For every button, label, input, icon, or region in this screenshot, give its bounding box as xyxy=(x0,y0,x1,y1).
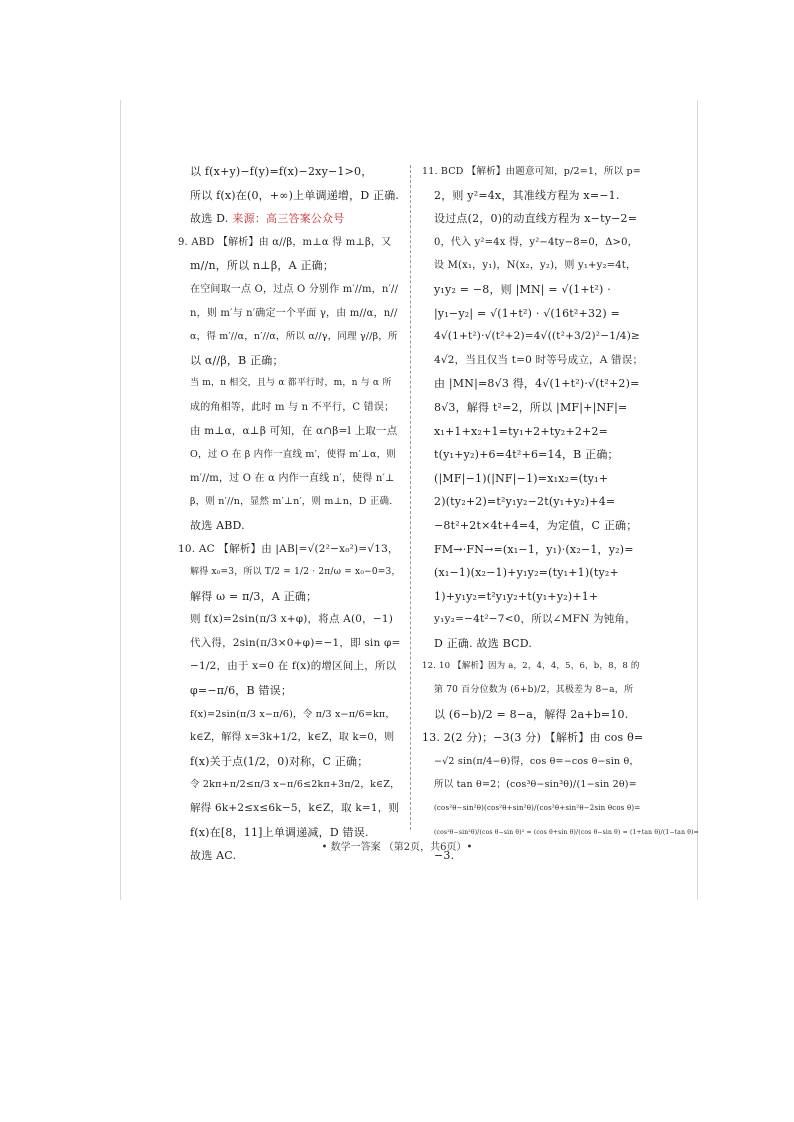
line-text: 令 2kπ+π/2≤π/3 x−π/6≤2kπ+3π/2，k∈Z， xyxy=(190,779,400,791)
line-text: y₁y₂ = −8，则 |MN| = √(1+t²) · xyxy=(434,282,611,296)
line-text: 代入得，2sin(π/3×0+φ)=−1，即 sin φ= xyxy=(190,636,401,649)
line-text: k∈Z，解得 x=3k+1/2，k∈Z，取 k=0，则 xyxy=(190,732,395,744)
text-line xyxy=(422,207,642,231)
text-line xyxy=(178,325,400,349)
text-line xyxy=(178,254,400,278)
text-line xyxy=(422,655,642,679)
text-line xyxy=(422,797,642,821)
text-line xyxy=(178,396,400,420)
line-text: x₁+1+x₂+1=ty₁+2+ty₂+2+2= xyxy=(434,424,609,438)
text-line xyxy=(178,490,400,514)
line-text: 解得 ω = π/3，A 正确； xyxy=(190,589,318,603)
text-line xyxy=(178,561,400,585)
line-text: (|MF|−1)(|NF|−1)=x₁x₂=(ty₁+ xyxy=(434,471,609,485)
line-text: 11. BCD 【解析】由题意可知，p/2=1，所以 p= xyxy=(422,166,641,177)
text-line xyxy=(178,679,400,703)
line-text: 以 f(x+y)−f(y)=f(x)−2xy−1>0， xyxy=(190,165,373,178)
line-text: O，过 O 在 β 内作一直线 m′，使得 m′⊥α，则 xyxy=(190,449,396,461)
line-text: y₁y₂=−4t²−7<0，所以∠MFN 为钝角， xyxy=(434,613,636,626)
line-text: −3. xyxy=(434,849,455,863)
text-line xyxy=(422,703,642,727)
line-text: 则 f(x)=2sin(π/3 x+φ)，将点 A(0，−1) xyxy=(190,613,394,626)
line-text: 2)(ty₂+2)=t²y₁y₂−2t(y₁+y₂)+4= xyxy=(434,495,616,509)
line-text: 9. ABD 【解析】由 α//β，m⊥α 得 m⊥β，又 xyxy=(178,236,392,248)
text-line xyxy=(422,231,642,255)
line-text: (cos²θ−sin²θ)/(cos θ−sin θ)² = (cos θ+sin θ)/(cos θ−sin θ) = (1+tan θ)/(1−tan θ)= xyxy=(434,828,699,836)
line-text: 13. 2(2 分)；−3(3 分) 【解析】由 cos θ= xyxy=(422,731,644,745)
line-text: 由 |MN|=8√3 得，4√(1+t²)·√(t²+2)= xyxy=(434,377,640,391)
text-line xyxy=(178,207,400,231)
text-line xyxy=(422,160,642,184)
line-text: 4√(1+t²)·√(t²+2)=4√((t²+3/2)²−1/4)≥ xyxy=(434,330,640,343)
line-text: 4√2，当且仅当 t=0 时等号成立，A 错误； xyxy=(434,353,644,366)
line-text: |y₁−y₂| = √(1+t²) · √(16t²+32) = xyxy=(434,306,620,320)
line-text: n，则 m′与 n′确定一个平面 γ，由 m//α，n// xyxy=(190,307,398,319)
line-text: 设 M(x₁，y₁)，N(x₂，y₂)，则 y₁+y₂=4t， xyxy=(434,260,637,272)
line-text: −1/2，由于 x=0 在 f(x)的增区间上，所以 xyxy=(190,660,397,673)
text-line xyxy=(178,797,400,821)
line-text: 解得 6k+2≤x≤6k−5，k∈Z，取 k=1，则 xyxy=(190,802,400,815)
text-line xyxy=(422,372,642,396)
text-line xyxy=(422,490,642,514)
text-line xyxy=(178,231,400,255)
line-text: β，则 n′//n，显然 m′⊥n′，则 m⊥n，D 正确. xyxy=(190,496,393,508)
line-text: (x₁−1)(x₂−1)+y₁y₂=(ty₁+1)(ty₂+ xyxy=(434,566,619,580)
text-line xyxy=(422,420,642,444)
line-text: 设过点(2，0)的动直线方程为 x−ty−2= xyxy=(434,212,638,226)
line-text: 在空间取一点 O，过点 O 分别作 m′//m，n′// xyxy=(190,283,399,295)
text-line xyxy=(422,679,642,703)
line-text: 第 70 百分位数为 (6+b)/2，其极差为 8−a，所 xyxy=(434,685,634,696)
text-line xyxy=(422,608,642,632)
text-line xyxy=(178,608,400,632)
line-text: f(x)=2sin(π/3 x−π/6)，令 π/3 x−π/6=kπ， xyxy=(190,708,396,720)
text-line xyxy=(422,750,642,774)
line-text: 故选 ABD. xyxy=(190,518,245,532)
line-text: φ=−π/6，B 错误； xyxy=(190,684,293,698)
line-text: 所以 tan θ=2；(cos³θ−sin³θ)/(1−sin 2θ)= xyxy=(434,779,637,791)
text-line xyxy=(178,726,400,750)
text-line xyxy=(178,302,400,326)
line-text: −8t²+2t×4t+4=4，为定值，C 正确； xyxy=(434,518,638,532)
column-divider xyxy=(410,165,411,830)
left-column xyxy=(178,160,400,868)
line-text: −√2 sin(π/4−θ)得，cos θ=−cos θ−sin θ， xyxy=(434,755,640,767)
line-text: D 正确. 故选 BCD. xyxy=(434,636,533,650)
text-line xyxy=(178,160,400,184)
line-text: 故选 D. xyxy=(190,212,229,226)
text-line xyxy=(178,372,400,396)
text-line xyxy=(422,325,642,349)
text-line xyxy=(422,467,642,491)
source-note: 来源：高三答案公众号 xyxy=(232,212,345,226)
text-line xyxy=(422,396,642,420)
line-text: FM→·FN→=(x₁−1，y₁)·(x₂−1，y₂)= xyxy=(434,542,634,556)
text-line xyxy=(422,585,642,609)
text-line xyxy=(178,278,400,302)
text-line xyxy=(178,349,400,373)
text-line xyxy=(422,278,642,302)
text-line xyxy=(178,538,400,562)
text-line xyxy=(178,632,400,656)
text-line xyxy=(422,538,642,562)
text-line xyxy=(178,750,400,774)
line-text: t(y₁+y₂)+6=4t²+6=14，B 正确； xyxy=(434,448,619,462)
text-line xyxy=(178,703,400,727)
page-left-edge xyxy=(120,100,121,900)
line-text: 2，则 y²=4x，其准线方程为 x=−1. xyxy=(434,188,620,202)
text-line xyxy=(178,514,400,538)
line-text: 0，代入 y²=4x 得，y²−4ty−8=0，Δ>0， xyxy=(434,236,638,248)
text-line xyxy=(178,773,400,797)
line-text: 12. 10 【解析】因为 a，2，4，4，5，6，b，8，8 的 xyxy=(422,661,640,672)
text-line xyxy=(178,420,400,444)
text-line xyxy=(178,443,400,467)
text-line xyxy=(178,184,400,208)
line-text: (cos²θ−sin²θ)(cos²θ+sin²θ)/(cos²θ+sin²θ−2sin θcos θ)= xyxy=(434,804,641,813)
page-right-edge xyxy=(697,100,698,900)
line-text: 10. AC 【解析】由 |AB|=√(2²−x₀²)=√13， xyxy=(178,542,399,555)
line-text: 故选 AC. xyxy=(190,849,237,863)
line-text: m//n，所以 n⊥β，A 正确； xyxy=(190,259,335,273)
text-line xyxy=(422,349,642,373)
line-text: f(x)关于点(1/2，0)对称，C 正确； xyxy=(190,754,369,768)
line-text: 以 (6−b)/2 = 8−a，解得 2a+b=10. xyxy=(434,707,629,721)
text-line xyxy=(422,302,642,326)
line-text: m′//m，过 O 在 α 内作一直线 n′，使得 n′⊥ xyxy=(190,472,395,484)
text-line xyxy=(422,443,642,467)
line-text: 8√3，解得 t²=2，所以 |MF|+|NF|= xyxy=(434,400,628,414)
line-text: 所以 f(x)在(0，+∞)上单调递增，D 正确. xyxy=(190,188,400,202)
line-text: f(x)在[8，11]上单调递减，D 错误. xyxy=(190,825,369,839)
text-line xyxy=(422,254,642,278)
text-line xyxy=(178,585,400,609)
right-column xyxy=(422,160,699,868)
text-line xyxy=(422,726,642,750)
text-line xyxy=(422,514,642,538)
line-text: 当 m，n 相交，且与 α 都平行时，m，n 与 α 所 xyxy=(190,378,392,389)
text-line xyxy=(422,184,642,208)
text-line xyxy=(422,561,642,585)
line-text: 以 α//β，B 正确； xyxy=(190,353,284,367)
text-line xyxy=(178,467,400,491)
line-text: 由 m⊥α，α⊥β 可知，在 α∩β=l 上取一点 xyxy=(190,424,398,437)
page-footer: • 数学一答案 （第2页，共6页）• xyxy=(321,842,473,853)
line-text: α，得 m′//α，n′//α，所以 α//γ，同理 γ//β，所 xyxy=(190,331,398,343)
text-line xyxy=(178,655,400,679)
text-line xyxy=(422,632,642,656)
line-text: 1)+y₁y₂=t²y₁y₂+t(y₁+y₂)+1+ xyxy=(434,589,599,603)
text-line xyxy=(422,773,642,797)
line-text: 解得 x₀=3，所以 T/2 = 1/2 · 2π/ω = x₀−0=3， xyxy=(190,567,401,578)
line-text: 成的角相等，此时 m 与 n 不平行，C 错误； xyxy=(190,401,395,413)
